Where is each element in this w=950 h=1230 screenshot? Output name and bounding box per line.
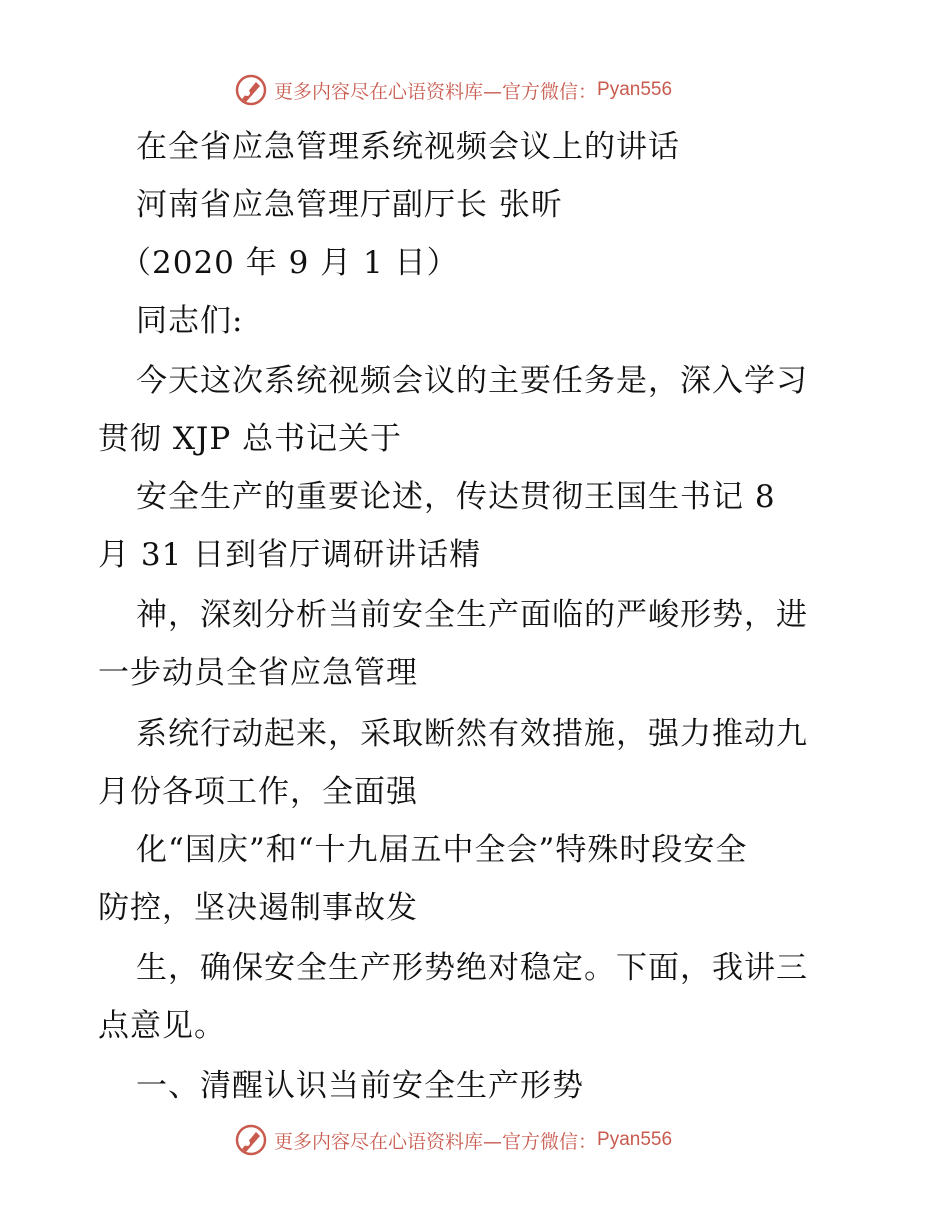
body-line: 系统行动起来，采取断然有效措施，强力推动九 — [136, 716, 808, 752]
body-line: 防控，坚决遏制事故发 — [98, 890, 418, 926]
pen-logo-icon — [234, 1123, 268, 1157]
date-line: （2020 年 9 月 1 日） — [120, 245, 459, 281]
body-line: 月 31 日到省厅调研讲话精 — [98, 537, 482, 573]
body-line: 贯彻 XJP 总书记关于 — [98, 421, 403, 457]
body-line: 化“国庆”和“十九届五中全会”特殊时段安全 — [136, 832, 748, 868]
watermark-wechat-id: Pyan556 — [597, 1129, 673, 1150]
watermark-text: 更多内容尽在心语资料库—官方微信： — [274, 80, 598, 103]
body-line: 月份各项工作，全面强 — [98, 774, 418, 810]
body-line: 生，确保安全生产形势绝对稳定。下面，我讲三 — [136, 950, 808, 986]
watermark-footer — [234, 1123, 754, 1157]
body-line: 一步动员全省应急管理 — [98, 655, 418, 691]
salutation: 同志们: — [136, 303, 244, 339]
section-heading: 一、清醒认识当前安全生产形势 — [136, 1068, 584, 1104]
watermark-wechat-id: Pyan556 — [597, 79, 673, 100]
body-line: 安全生产的重要论述，传达贯彻王国生书记 8 — [136, 479, 776, 515]
body-line: 点意见。 — [98, 1008, 226, 1044]
speaker-line: 河南省应急管理厅副厅长 张昕 — [136, 187, 563, 223]
body-line: 今天这次系统视频会议的主要任务是，深入学习 — [136, 363, 808, 399]
document-title: 在全省应急管理系统视频会议上的讲话 — [136, 129, 680, 165]
watermark-text: 更多内容尽在心语资料库—官方微信： — [274, 1130, 598, 1153]
body-line: 神，深刻分析当前安全生产面临的严峻形势，进 — [136, 597, 808, 633]
